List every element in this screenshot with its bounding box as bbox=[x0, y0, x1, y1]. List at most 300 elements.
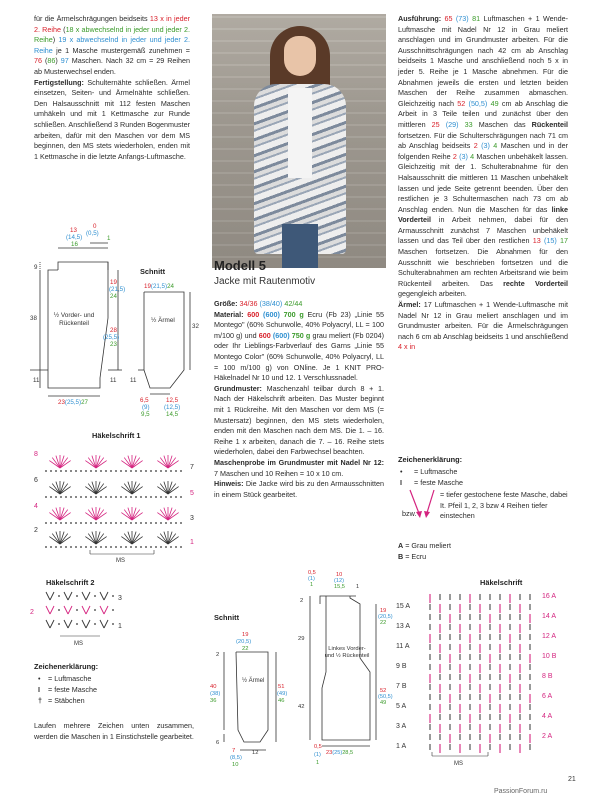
stitch-mark bbox=[96, 534, 104, 544]
dim-label: 22 bbox=[242, 646, 249, 652]
chain-dot bbox=[110, 470, 112, 472]
ms-label: MS bbox=[454, 761, 463, 767]
dim-label: 38 bbox=[30, 315, 37, 322]
chain-dot bbox=[165, 522, 167, 524]
chain-dot bbox=[76, 609, 78, 611]
legend-item bbox=[38, 673, 97, 684]
stitch-mark bbox=[124, 484, 132, 494]
chain-dot bbox=[75, 522, 77, 524]
text-run: für die Ärmelschrägungen beidseits bbox=[34, 14, 150, 23]
chain-dot bbox=[90, 546, 92, 548]
dim-label: (12,5) bbox=[164, 404, 181, 411]
text-run: in Arbeit nehmen, dabei für den Armausschnitt zunächst 7 Maschen unbehäkelt lassen und das Teil über den restlichen bbox=[398, 215, 568, 246]
chain-dot bbox=[180, 470, 182, 472]
text-run: Luftmaschen + 1 Wende-Luftmasche mit Nadel Nr 12 in Grau meliert anschlagen und im Grundmuster arbeiten. Für die Ausschnittschrägungen nach 42 cm ab Anschlag beidseits 1 Masche und anschließend noch 5 x in jeder 5. Reihe je 1 Masche abnehmen. Für die Abnahmen jeweils die ersten und letzten beiden Maschen der Reihe zusammen abmaschen. Gleichzeitig nach bbox=[398, 14, 569, 108]
chain-dot bbox=[160, 546, 162, 548]
row-number: 10 B bbox=[542, 653, 557, 660]
text-run: Maschen. Nach 32 cm = 29 Reihen ab Musterwechsel enden. bbox=[34, 56, 191, 76]
chain-dot bbox=[110, 496, 112, 498]
dim-label: (50,5) bbox=[378, 694, 393, 700]
stitch-mark bbox=[52, 510, 60, 520]
row-number: 1 bbox=[118, 623, 122, 630]
text-run: 49 bbox=[487, 98, 499, 108]
chain-dot bbox=[100, 546, 102, 548]
dim-label: 19 bbox=[380, 608, 387, 614]
row-number: 7 bbox=[190, 464, 194, 471]
legend-color-b bbox=[398, 551, 426, 562]
text-run: ( bbox=[42, 56, 48, 66]
chain-dot bbox=[70, 496, 72, 498]
dim-label: (20,5) bbox=[378, 614, 393, 620]
sleeve-outline bbox=[236, 652, 268, 742]
dim-label: 15,5 bbox=[334, 584, 345, 590]
legend-item bbox=[38, 684, 97, 695]
chain-dot bbox=[45, 522, 47, 524]
text-run: Maschenzahl teilbar durch 8 + 1. Nach der Häkelschrift arbeiten. Das Muster beginnt mit 1 Rückreihe. Mit den Maschen vor dem MS (= Mustersatz) beginnen, den MS stets wiederholen, enden mit den Maschen nach dem MS. Die 1. – 16. Reihe 1 x arbeiten, danach die 7. – 16. Reihe stets wiederholen, dabei den Farbwechsel beachten. bbox=[214, 383, 384, 457]
chain-dot bbox=[45, 496, 47, 498]
text-run: 34/36 bbox=[237, 299, 258, 308]
text-run: 65 bbox=[441, 14, 453, 23]
chain-dot bbox=[145, 546, 147, 548]
chain-dot bbox=[175, 522, 177, 524]
chain-dot bbox=[130, 546, 132, 548]
chain-dot bbox=[175, 496, 177, 498]
legend-item bbox=[400, 466, 570, 477]
stitch-mark bbox=[168, 534, 176, 544]
stitch-mark bbox=[124, 534, 132, 544]
dim-label: 51 bbox=[278, 684, 285, 690]
chain-dot bbox=[180, 546, 182, 548]
chain-dot bbox=[95, 496, 97, 498]
chain-dot bbox=[94, 623, 96, 625]
chain-dot bbox=[60, 522, 62, 524]
haekelschrift1-title: Häkelschrift 1 bbox=[92, 431, 141, 440]
dim-label: 22 bbox=[380, 620, 387, 626]
row-number: 13 A bbox=[396, 623, 411, 630]
chain-dot bbox=[80, 496, 82, 498]
dim-label: 32 bbox=[192, 323, 199, 330]
row-number: 5 bbox=[190, 490, 194, 497]
chain-dot bbox=[115, 470, 117, 472]
chain-dot bbox=[60, 546, 62, 548]
chain-dot bbox=[155, 470, 157, 472]
dim-label: (25,5) bbox=[64, 399, 82, 406]
dim-label: (38) bbox=[210, 691, 221, 697]
chain-dot bbox=[135, 496, 137, 498]
chain-dot bbox=[110, 522, 112, 524]
schnitt2-title: Schnitt bbox=[214, 613, 240, 622]
row-number: 8 bbox=[34, 451, 38, 458]
chain-dot bbox=[80, 546, 82, 548]
text-run: 4 bbox=[489, 141, 498, 151]
chain-dot bbox=[58, 595, 60, 597]
chain-dot bbox=[170, 546, 172, 548]
haekelschrift3-chart bbox=[392, 588, 572, 768]
dim-label: 0,5 bbox=[314, 744, 322, 750]
color-key: B bbox=[398, 552, 404, 561]
dim-label: 11 bbox=[33, 377, 40, 384]
dim-label: 1 bbox=[310, 582, 314, 588]
text-run: 600 bbox=[256, 330, 271, 340]
fertigstellung-label: Fertigstellung: bbox=[34, 77, 84, 87]
stitch-mark bbox=[160, 510, 168, 520]
chain-dot bbox=[105, 496, 107, 498]
model-title: Modell 5 bbox=[214, 258, 267, 273]
row-number: 6 bbox=[34, 477, 38, 484]
legend2-list bbox=[38, 673, 97, 706]
chain-dot bbox=[115, 522, 117, 524]
schematic-front-back bbox=[296, 568, 400, 768]
dim-label: 19 bbox=[144, 283, 151, 290]
row-number: 16 A bbox=[542, 593, 557, 600]
dim-label: 10 bbox=[336, 572, 343, 578]
text-run: rechte Vorderteil bbox=[492, 278, 568, 288]
dim-label: (21,5) bbox=[150, 283, 168, 290]
chain-dot bbox=[70, 546, 72, 548]
stitch-mark bbox=[160, 484, 168, 494]
chain-dot bbox=[76, 623, 78, 625]
stitch-mark bbox=[160, 458, 168, 468]
stitch-mark bbox=[168, 458, 176, 468]
stitch-mark bbox=[88, 484, 96, 494]
dim-label: 24 bbox=[110, 293, 117, 300]
text-run: 42/44 bbox=[282, 299, 303, 308]
bzw-label: bzw. bbox=[402, 509, 417, 518]
text-run: 52 bbox=[454, 98, 466, 108]
text-run: Die Jacke wird bis zu den Armausschnitten in einem Stück gearbeitet. bbox=[214, 479, 384, 499]
text-run: 97 bbox=[60, 56, 69, 66]
chain-dot bbox=[170, 470, 172, 472]
chain-dot bbox=[175, 470, 177, 472]
stitch-mark bbox=[88, 458, 96, 468]
dim-label: 7 bbox=[232, 748, 236, 754]
dim-label: 36 bbox=[210, 698, 217, 704]
text-run: (73) bbox=[452, 14, 469, 23]
dim-label: 23 bbox=[58, 399, 65, 406]
hinweis-label: Hinweis: bbox=[214, 479, 244, 489]
dim-label: 9 bbox=[34, 264, 38, 271]
chain-dot bbox=[85, 496, 87, 498]
chain-dot bbox=[150, 470, 152, 472]
text-run: 2 bbox=[470, 141, 478, 151]
stitch-mark bbox=[160, 534, 168, 544]
dim-label: 16 bbox=[71, 241, 78, 248]
chain-dot bbox=[90, 470, 92, 472]
chain-dot bbox=[110, 546, 112, 548]
schematic-body-sleeve bbox=[30, 218, 205, 428]
chain-dot bbox=[55, 546, 57, 548]
chain-symbol-icon: • bbox=[38, 674, 41, 683]
text-run: ) bbox=[55, 56, 61, 66]
chain-dot bbox=[94, 609, 96, 611]
text-run: 18 x abwechselnd in jeder und jeder 2. Reihe bbox=[34, 24, 190, 45]
chain-dot bbox=[100, 470, 102, 472]
legend-color-a bbox=[398, 540, 451, 551]
chain-dot bbox=[80, 470, 82, 472]
row-number: 3 bbox=[190, 515, 194, 522]
dim-label: (25) bbox=[332, 750, 343, 756]
chain-dot bbox=[115, 546, 117, 548]
chain-dot bbox=[50, 496, 52, 498]
stitch-mark bbox=[52, 534, 60, 544]
legend-text: = Stäbchen bbox=[48, 696, 85, 705]
chain-dot bbox=[90, 496, 92, 498]
dim-label: 28 bbox=[110, 327, 117, 334]
chain-dot bbox=[55, 522, 57, 524]
chain-dot bbox=[180, 522, 182, 524]
chain-dot bbox=[60, 470, 62, 472]
single-crochet-icon: I bbox=[400, 478, 402, 487]
chain-dot bbox=[100, 522, 102, 524]
chain-symbol-icon: • bbox=[400, 467, 403, 476]
legend-text: = feste Masche bbox=[48, 685, 97, 694]
dim-label bbox=[58, 399, 89, 406]
text-run: Maschen unbehäkelt lassen. Gleichzeitig mit der 1. Schulterabnahme für den Halsausschnitt die mittleren 11 Maschen unbehäkelt lassen und jede Seite getrennt beenden. Über den restlichen je 3 Schultermaschen nach 73 cm ab Anschlag enden. Nun die Maschen für das bbox=[398, 151, 568, 214]
dim-label: 52 bbox=[380, 688, 387, 694]
row-number: 2 bbox=[30, 609, 34, 616]
dim-label: 1 bbox=[316, 760, 320, 766]
chain-dot bbox=[140, 522, 142, 524]
chain-dot bbox=[112, 623, 114, 625]
chain-dot bbox=[120, 496, 122, 498]
chain-dot bbox=[125, 522, 127, 524]
stitch-mark bbox=[132, 534, 140, 544]
row-number: 1 bbox=[190, 539, 194, 546]
stitch-mark bbox=[60, 510, 68, 520]
chain-dot bbox=[140, 496, 142, 498]
ausfuehrung-label: Ausführung: bbox=[398, 14, 442, 23]
ms-label: MS bbox=[74, 641, 83, 647]
dim-label: (49) bbox=[277, 691, 288, 697]
single-crochet-icon: I bbox=[38, 685, 40, 694]
dim-label: 1 bbox=[107, 235, 111, 242]
row-number: 1 A bbox=[396, 743, 407, 750]
model-photo bbox=[212, 14, 386, 268]
stitch-mark bbox=[88, 534, 96, 544]
stitch-mark bbox=[52, 484, 60, 494]
dim-label: 2 bbox=[216, 652, 220, 658]
groesse-label: Größe: bbox=[214, 299, 238, 308]
dim-label: 23 bbox=[110, 341, 117, 348]
legend-item bbox=[38, 695, 97, 706]
text-run: 600 bbox=[243, 309, 260, 319]
schematic-sleeve-2 bbox=[210, 630, 290, 770]
dim-label: 11 bbox=[110, 377, 117, 384]
row-number: 2 A bbox=[542, 733, 553, 740]
text-run: 2 bbox=[450, 151, 457, 161]
chain-dot bbox=[160, 470, 162, 472]
chain-dot bbox=[95, 470, 97, 472]
legend3-title: Zeichenerklärung: bbox=[398, 455, 463, 464]
chain-dot bbox=[55, 470, 57, 472]
chain-dot bbox=[140, 470, 142, 472]
chain-dot bbox=[90, 522, 92, 524]
haekelschrift2-chart bbox=[30, 588, 130, 648]
part-label: ½ Ärmel bbox=[151, 317, 175, 324]
legend-text: = Luftmasche bbox=[48, 674, 92, 683]
text-run: (50,5) bbox=[465, 98, 488, 108]
aermel-label: Ärmel: bbox=[398, 300, 421, 310]
chain-dot bbox=[85, 522, 87, 524]
row-number: 6 A bbox=[542, 693, 553, 700]
stitch-mark bbox=[124, 510, 132, 520]
stitch-mark bbox=[168, 510, 176, 520]
chain-dot bbox=[85, 470, 87, 472]
text-run: 4 x in bbox=[398, 342, 416, 352]
text-run: 81 bbox=[468, 14, 481, 23]
column-middle-text bbox=[214, 299, 384, 500]
dim-label: (1) bbox=[314, 752, 321, 758]
text-run: 7 Maschen und 10 Reihen = 10 x 10 cm. bbox=[214, 468, 344, 478]
dim-label: 0,5 bbox=[308, 570, 316, 576]
text-run: (15) bbox=[540, 236, 557, 246]
dim-label: 40 bbox=[210, 684, 217, 690]
chain-dot bbox=[65, 522, 67, 524]
chain-dot bbox=[50, 522, 52, 524]
column-left-text bbox=[34, 14, 190, 162]
row-number: 15 A bbox=[396, 603, 411, 610]
dim-label: 19 bbox=[242, 632, 249, 638]
part-label: ½ Ärmel bbox=[242, 678, 265, 684]
stitch-mark bbox=[124, 458, 132, 468]
dim-label bbox=[144, 283, 175, 290]
chain-dot bbox=[105, 522, 107, 524]
stitch-mark bbox=[88, 510, 96, 520]
chain-dot bbox=[75, 546, 77, 548]
dim-label: 27 bbox=[81, 399, 88, 406]
dim-label: 10 bbox=[232, 762, 239, 768]
chain-dot bbox=[155, 546, 157, 548]
row-number: 9 B bbox=[396, 663, 407, 670]
dim-label: 2 bbox=[300, 598, 304, 604]
legend-item bbox=[400, 477, 570, 488]
dim-label: 49 bbox=[380, 700, 387, 706]
chain-dot bbox=[120, 522, 122, 524]
chain-dot bbox=[145, 496, 147, 498]
dim-label bbox=[326, 750, 353, 756]
grundmuster-label: Grundmuster: bbox=[214, 383, 262, 393]
dim-label: (20,5) bbox=[236, 639, 252, 645]
dim-label: (8,5) bbox=[230, 755, 242, 761]
sleeve-schnitt-title: Schnitt bbox=[140, 267, 166, 276]
text-run: 17 bbox=[556, 236, 568, 246]
chain-dot bbox=[45, 470, 47, 472]
chain-dot bbox=[65, 470, 67, 472]
chain-dot bbox=[75, 470, 77, 472]
row-number: 3 bbox=[118, 595, 122, 602]
row-number: 4 bbox=[34, 503, 38, 510]
chain-dot bbox=[150, 522, 152, 524]
stitch-mark bbox=[132, 510, 140, 520]
stitch-mark bbox=[60, 534, 68, 544]
text-run: cm ab Anschlag die Arbeit in 3 Teile teilen und zunächst über den mittleren bbox=[398, 98, 568, 129]
chain-dot bbox=[150, 546, 152, 548]
text-run: 13 bbox=[529, 236, 541, 246]
chain-dot bbox=[125, 546, 127, 548]
material-label: Material: bbox=[214, 309, 244, 319]
chain-dot bbox=[145, 470, 147, 472]
chain-dot bbox=[65, 496, 67, 498]
text-run: gegengleich arbeiten. bbox=[398, 289, 467, 299]
stitch-mark bbox=[60, 484, 68, 494]
row-number: 5 A bbox=[396, 703, 407, 710]
text-run: 86 bbox=[47, 56, 56, 66]
legend3-list bbox=[400, 466, 570, 488]
chain-dot bbox=[160, 522, 162, 524]
chain-dot bbox=[120, 546, 122, 548]
row-number: 4 A bbox=[542, 713, 553, 720]
note-text: Laufen mehrere Zeichen unten zusammen, werden die Maschen in 1 Einstichstelle gearbeitet. bbox=[34, 721, 194, 741]
text-run: 76 bbox=[34, 56, 42, 66]
chain-dot bbox=[94, 595, 96, 597]
row-number: 7 B bbox=[396, 683, 407, 690]
stitch-mark bbox=[132, 484, 140, 494]
chain-dot bbox=[125, 496, 127, 498]
row-number: 8 B bbox=[542, 673, 553, 680]
chain-dot bbox=[85, 546, 87, 548]
dim-label: (1) bbox=[308, 576, 315, 582]
dim-label: 14,5 bbox=[166, 411, 179, 418]
text-run: Maschen und in der folgenden Reihe bbox=[398, 141, 568, 161]
text-run: (38/40) bbox=[257, 299, 283, 308]
dim-label: 12 bbox=[252, 750, 259, 756]
dim-label: 6 bbox=[216, 740, 220, 746]
chain-dot bbox=[165, 470, 167, 472]
chain-dot bbox=[95, 522, 97, 524]
chain-dot bbox=[180, 496, 182, 498]
dim-label: 19 bbox=[110, 279, 117, 286]
dim-label: (0,5) bbox=[86, 230, 99, 237]
row-number: 14 A bbox=[542, 613, 557, 620]
dim-label: 42 bbox=[298, 704, 305, 710]
haekelschrift2-title: Häkelschrift 2 bbox=[46, 578, 95, 587]
dim-label: (14,5) bbox=[66, 234, 83, 241]
row-number: 11 A bbox=[396, 643, 410, 650]
stitch-mark bbox=[96, 484, 104, 494]
dim-label: 11 bbox=[130, 377, 137, 384]
text-run: je 1 Masche mustergemäß zunehmen = bbox=[52, 45, 190, 55]
legend-text: = Grau meliert bbox=[403, 541, 451, 550]
chain-dot bbox=[55, 496, 57, 498]
dim-label: (25,5) bbox=[103, 334, 120, 341]
dim-label: 46 bbox=[278, 698, 285, 704]
color-key: A bbox=[398, 541, 404, 550]
stitch-mark bbox=[60, 458, 68, 468]
row-number: 2 bbox=[34, 527, 38, 534]
row-number: 3 A bbox=[396, 723, 407, 730]
part-label: Linkes Vorder- und ½ Rückenteil bbox=[324, 646, 370, 660]
chain-dot bbox=[105, 546, 107, 548]
text-run: 33 bbox=[458, 119, 473, 129]
model-subtitle: Jacke mit Rautenmotiv bbox=[214, 276, 316, 287]
chain-dot bbox=[120, 470, 122, 472]
legend2-title: Zeichenerklärung: bbox=[34, 662, 99, 671]
chain-dot bbox=[115, 496, 117, 498]
chain-dot bbox=[125, 470, 127, 472]
chain-dot bbox=[105, 470, 107, 472]
text-run: ( bbox=[60, 24, 66, 34]
chain-dot bbox=[130, 470, 132, 472]
dim-label: 9,5 bbox=[141, 411, 150, 418]
haekelschrift3-title: Häkelschrift bbox=[480, 578, 523, 587]
chain-dot bbox=[58, 623, 60, 625]
chain-dot bbox=[170, 496, 172, 498]
text-run: Maschen das bbox=[472, 119, 526, 129]
haekelschrift1-chart bbox=[30, 442, 200, 564]
text-run: 750 g bbox=[289, 330, 311, 340]
column-right-text bbox=[398, 14, 568, 353]
dim-label: 29 bbox=[298, 636, 305, 642]
